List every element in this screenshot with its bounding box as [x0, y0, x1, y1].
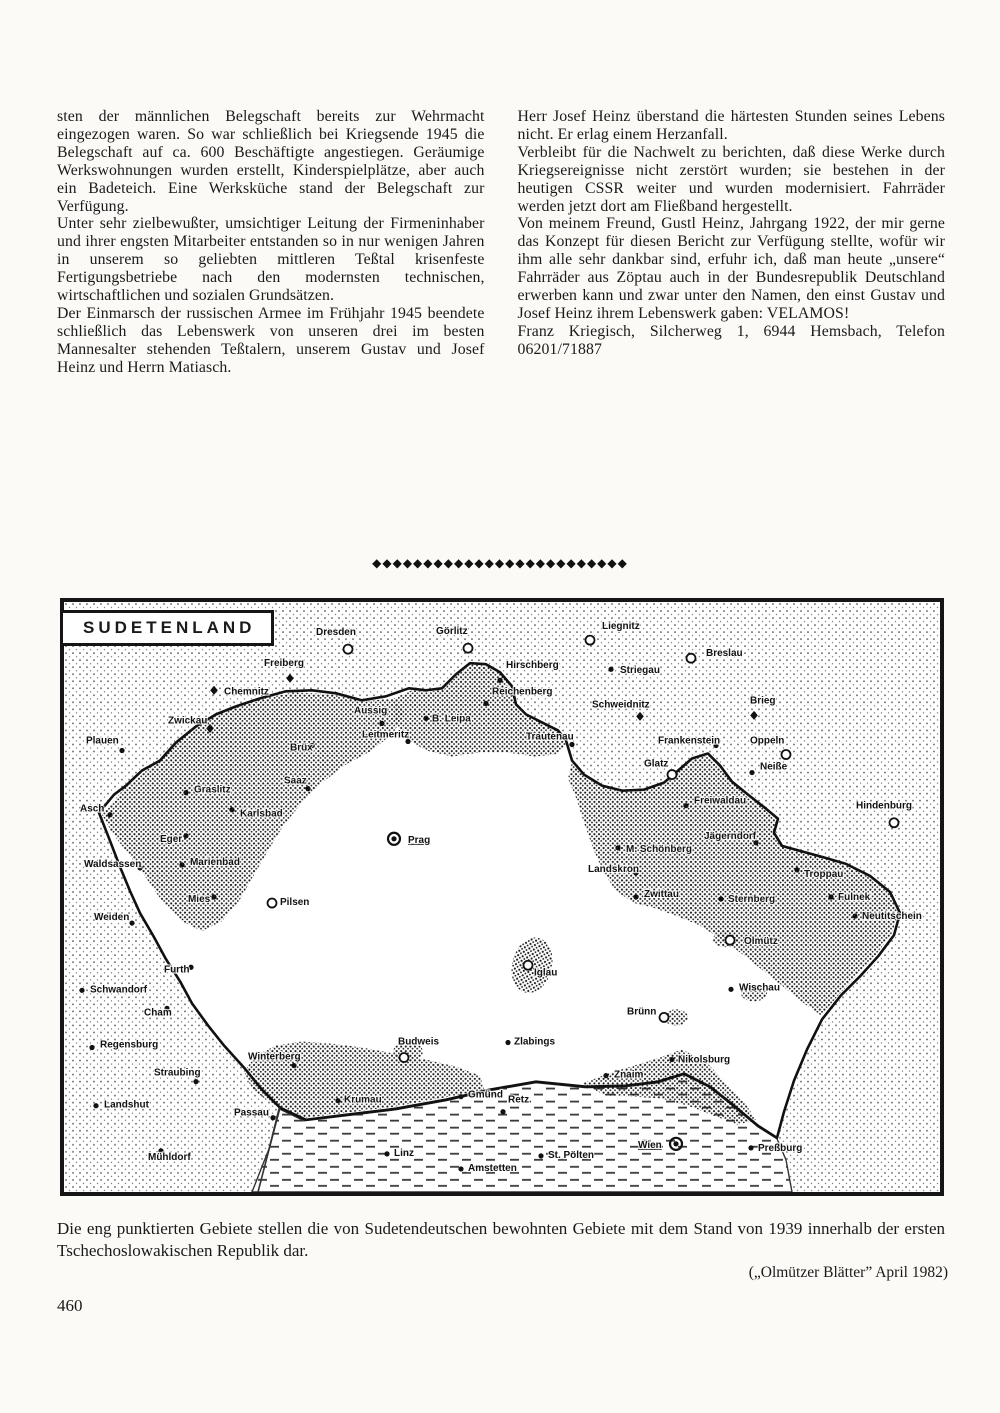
map-city-label: Jägerndorf — [704, 830, 757, 842]
map-city-marker — [828, 894, 833, 899]
map-city-label: Eger — [160, 833, 183, 845]
map-city-marker — [497, 678, 502, 683]
map-city-label: Asch — [80, 803, 105, 815]
map-city-label: Linz — [394, 1147, 414, 1159]
map-city-marker — [211, 894, 216, 899]
map-city-label: Leitmeritz — [362, 729, 410, 741]
map-city-label: Brünn — [627, 1006, 657, 1018]
map-city-label: St. Pölten — [548, 1149, 595, 1161]
map-city-label: Nikolsburg — [678, 1054, 731, 1066]
map-city-marker — [500, 1109, 505, 1114]
map-city-label: Hindenburg — [856, 800, 913, 812]
map-city-marker — [505, 1040, 510, 1045]
map-city-marker — [668, 770, 677, 779]
map-city-marker — [193, 1079, 198, 1084]
map-city-marker — [93, 1103, 98, 1108]
map-city-label: Graslitz — [194, 784, 231, 796]
map-city-label: Retz — [508, 1094, 530, 1106]
map-city-label: Zlabings — [514, 1036, 556, 1048]
map-city-marker — [458, 1094, 463, 1099]
map-city-label: Znaim — [614, 1069, 644, 1081]
article-columns — [57, 108, 945, 377]
map-city-label: Budweis — [398, 1036, 440, 1048]
map-city-label: Winterberg — [248, 1051, 301, 1063]
map-city-label: Wischau — [739, 982, 780, 994]
sudetenland-map — [60, 598, 944, 1196]
left-column — [57, 108, 485, 377]
map-city-label: Schwandorf — [90, 984, 148, 996]
map-city-label: Reichenberg — [492, 686, 553, 698]
map-city-label: Brüx — [290, 742, 313, 754]
map-city-label: Landshut — [104, 1099, 149, 1111]
map-city-marker — [129, 920, 134, 925]
map-city-marker — [669, 1057, 674, 1062]
map-city-label: Freiberg — [264, 658, 304, 670]
map-city-label: Aussig — [354, 705, 388, 717]
map-city-label: Oppeln — [750, 735, 785, 747]
map-city-marker — [79, 988, 84, 993]
page-number: 460 — [57, 1296, 83, 1315]
map-city-label: Freiwaldau — [694, 795, 747, 807]
map-city-marker — [268, 899, 277, 908]
map-city-label: Neutitschein — [862, 911, 922, 923]
map-city-marker — [305, 786, 310, 791]
map-city-marker — [748, 1145, 753, 1150]
map-city-marker — [270, 1115, 275, 1120]
paragraph: Der Einmarsch der russischen Armee im Frühjahr 1945 beendete schließlich das Lebenswerk von unseren drei im besten Mannesalter stehenden Teßtalern, unserem Gustav und Josef Heinz und Herrn Matiasch. — [57, 304, 485, 376]
map-city-label: Neiße — [760, 761, 788, 773]
map-city-label: Waldsassen — [84, 858, 142, 870]
map-city-label: Landskron — [588, 863, 640, 875]
map-city-label: Brieg — [750, 695, 776, 707]
map-city-label: Fulnek — [838, 891, 871, 904]
map-city-marker — [179, 862, 184, 867]
map-city-marker — [852, 913, 857, 918]
map-city-marker — [229, 807, 234, 812]
map-city-label: M. Schönberg — [626, 843, 693, 855]
map-city-marker — [119, 748, 124, 753]
map-city-label: Sternberg — [728, 894, 776, 906]
map-city-label: Regensburg — [100, 1039, 159, 1051]
paragraph: Von meinem Freund, Gustl Heinz, Jahrgang 1922, der mir gerne das Konzept für diesen Bericht zur Verfügung stellte, wofür wir ihm alle sehr dankbar sind, erfuhr ich, daß man heute „unsere“ Fahrräder aus Zöptau auch in der Bundesrepublik Deutschland erwerben kann und zwar unter den Namen, den einst Gustav und Josef Heinz ihrem Lebenswerk gaben: VELAMOS! — [517, 215, 945, 322]
map-city-marker — [107, 812, 112, 817]
map-city-label: Olmütz — [744, 936, 778, 948]
map-city-label: Liegnitz — [602, 621, 640, 633]
map-city-marker — [458, 1166, 463, 1171]
map-city-marker — [726, 936, 735, 945]
map-city-marker — [344, 645, 353, 654]
map-city-marker — [603, 1073, 608, 1078]
map-city-label: Hirschberg — [506, 660, 559, 672]
map-city-label: Marienbad — [190, 856, 240, 868]
paragraph: sten der männlichen Belegschaft bereits zur Wehrmacht eingezogen waren. So war schließlich bei Kriegsende 1945 die Belegschaft auf ca. 600 Beschäftigte angestiegen. Geräumige Werkswohnungen wurden erstellt, Kinderspielplätze, aber auch ein Badeteich. Eine Werksküche stand der Belegschaft zur Verfügung. — [57, 108, 485, 215]
map-city-label: Striegau — [620, 665, 660, 677]
map-city-marker — [687, 654, 696, 663]
map-city-marker — [423, 716, 428, 721]
map-city-marker — [538, 1153, 543, 1158]
map-city-label: Plauen — [86, 735, 119, 747]
map-city-label: Dresden — [316, 627, 356, 639]
map-city-label: Trautenau — [526, 731, 574, 743]
map-city-label: Troppau — [804, 868, 844, 880]
map-city-marker — [718, 896, 723, 901]
map-city-marker — [586, 636, 595, 645]
source-attribution: („Olmützer Blätter” April 1982) — [748, 1264, 948, 1281]
map-city-marker — [183, 833, 188, 838]
map-city-marker — [749, 770, 754, 775]
map-city-label: Prag — [408, 834, 431, 846]
map-city-marker — [483, 701, 488, 706]
map-city-label: Furth — [164, 964, 190, 976]
diamond-divider: ◆◆◆◆◆◆◆◆◆◆◆◆◆◆◆◆◆◆◆◆◆◆◆◆◆ — [372, 556, 628, 570]
paragraph: Franz Kriegisch, Silcherweg 1, 6944 Hemsbach, Telefon 06201/71887 — [517, 322, 945, 358]
map-city-label: Wien — [638, 1139, 662, 1151]
map-caption: Die eng punktierten Gebiete stellen die von Sudetendeutschen bewohnten Gebiete mit dem Stand von 1939 innerhalb der ersten Tschechoslowakischen Republik dar. — [57, 1219, 945, 1260]
map-title: SUDETENLAND — [60, 610, 274, 646]
map-city-marker — [183, 790, 188, 795]
map-city-label: Krumau — [344, 1094, 382, 1106]
map-city-label: Iglau — [534, 967, 558, 979]
map-city-label: B. Leipa — [432, 713, 471, 725]
map-city-label: Weiden — [94, 912, 130, 924]
map-city-label: Frankenstein — [658, 735, 721, 747]
map-city-marker — [660, 1013, 669, 1022]
map-city-marker — [379, 721, 384, 726]
map-city-label: Gmünd — [468, 1089, 503, 1101]
map-city-label: Preßburg — [758, 1142, 803, 1154]
map-city-marker — [683, 803, 688, 808]
map-city-label: Breslau — [706, 648, 743, 660]
map-city-marker — [794, 867, 799, 872]
map-city-marker — [89, 1045, 94, 1050]
map-city-marker — [728, 987, 733, 992]
map-city-label: Glatz — [644, 758, 669, 770]
map-city-marker — [524, 961, 533, 970]
map-city-label: Zwittau — [644, 888, 679, 901]
map-city-marker — [569, 742, 574, 747]
map-city-marker — [335, 1098, 340, 1103]
map-city-marker — [782, 750, 791, 759]
map-city-label: Saaz — [284, 775, 307, 787]
map-city-label: Amstetten — [468, 1162, 517, 1174]
map-city-label: Pilsen — [280, 897, 310, 909]
right-column — [518, 108, 946, 377]
map-city-marker — [291, 1063, 296, 1068]
map-city-marker — [464, 644, 473, 653]
map-city-marker — [384, 1151, 389, 1156]
map-city-label: Zwickau — [168, 715, 208, 727]
map-city-label: Schweidnitz — [592, 699, 650, 711]
map-city-label: Straubing — [154, 1067, 201, 1079]
map-city-marker — [633, 894, 638, 899]
map-city-marker — [400, 1053, 409, 1062]
map-city-label: Chemnitz — [224, 686, 269, 698]
map-city-label: Karlsbad — [240, 808, 283, 820]
map-city-marker — [615, 845, 620, 850]
map-city-label: Mies — [188, 894, 211, 906]
map-city-marker — [890, 818, 899, 827]
paragraph: Herr Josef Heinz überstand die härtesten Stunden seines Lebens nicht. Er erlag einem Herzanfall. — [517, 108, 945, 143]
map-city-label: Görlitz — [436, 626, 468, 638]
map-city-label: Passau — [234, 1107, 269, 1119]
paragraph: Verbleibt für die Nachwelt zu berichten, daß diese Werke durch Kriegsereignisse nicht zerstört wurden; sie bestehen in der heutigen CSSR weiter und wurden modernisiert. Fahrräder werden jetzt dort am Fließband hergestellt. — [517, 143, 945, 215]
map-svg — [64, 602, 940, 1192]
map-city-label: Mühldorf — [148, 1151, 191, 1163]
map-city-marker — [608, 667, 613, 672]
paragraph: Unter sehr zielbewußter, umsichtiger Leitung der Firmeninhaber und ihrer engsten Mitarbeiter entstanden so in nur wenigen Jahren in unserem so geliebten mittleren Teßtal krisenfeste Fertigungsbetriebe nach den modernsten technischen, wirtschaftlichen und sozialen Grundsätzen. — [57, 215, 485, 305]
map-city-label: Cham — [144, 1007, 172, 1019]
